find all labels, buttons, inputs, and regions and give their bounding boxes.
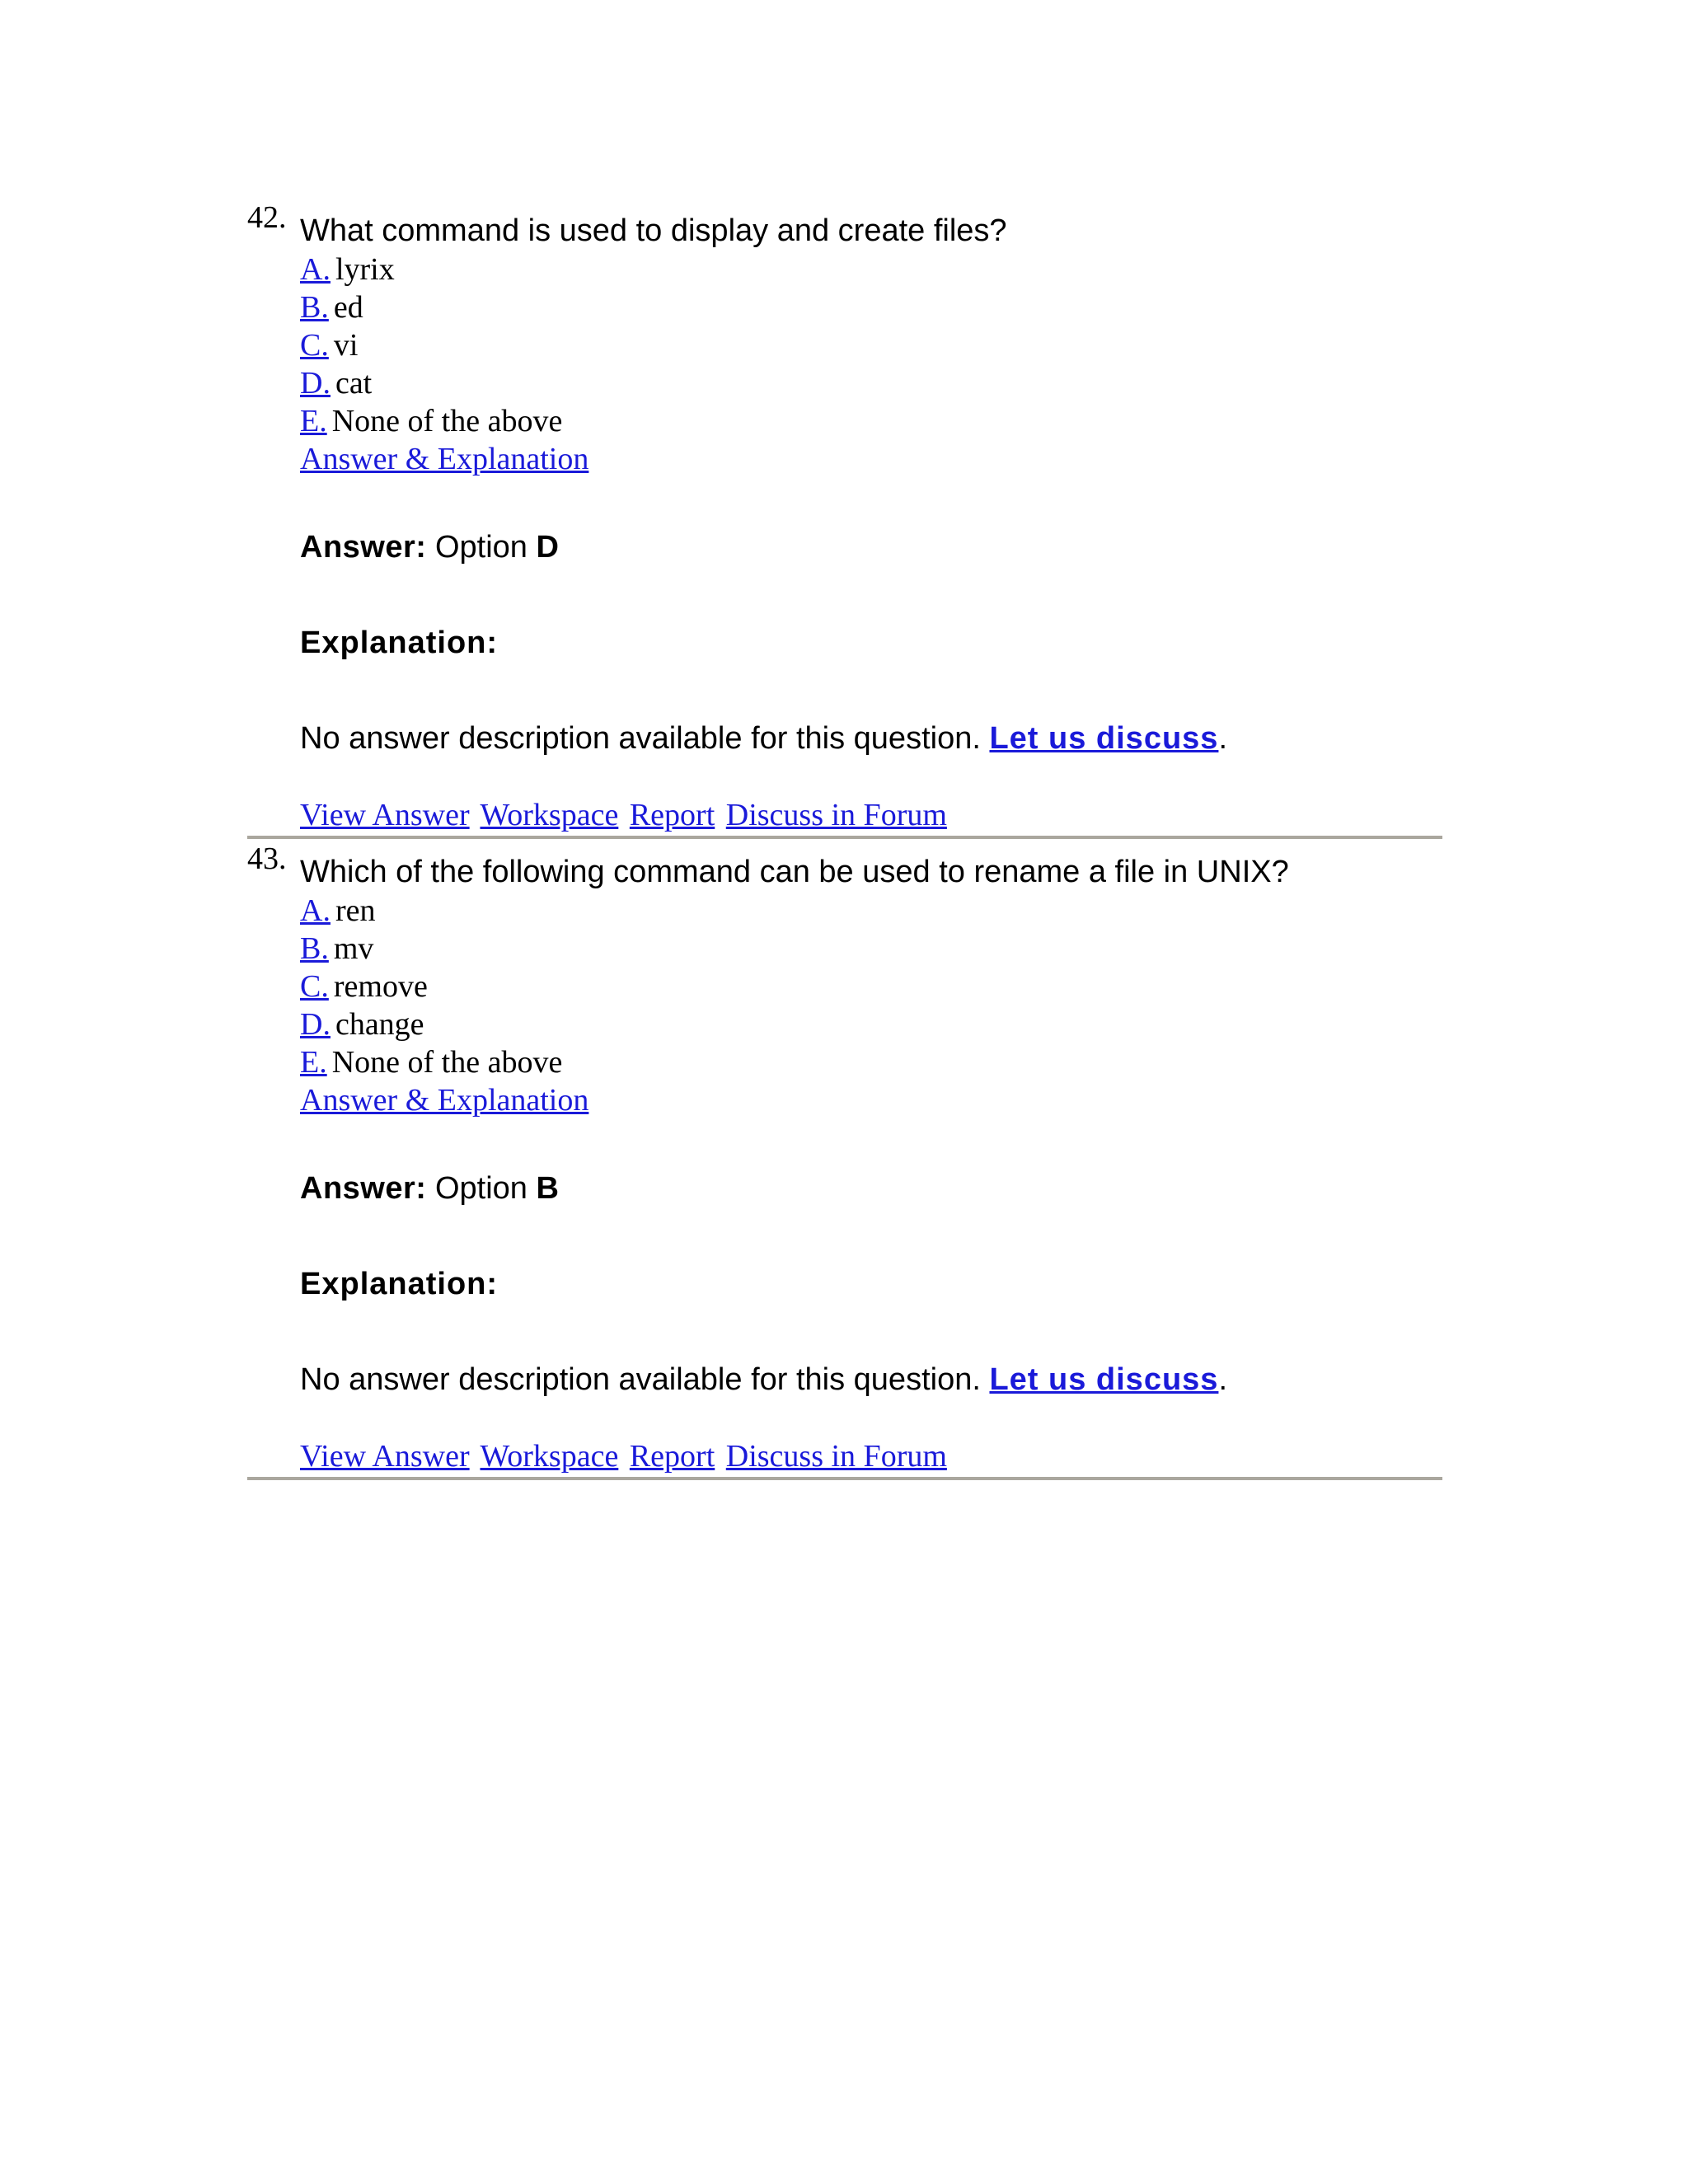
explanation-text: No answer description available for this question. (300, 1362, 981, 1397)
answer-label: Answer: (300, 1171, 427, 1206)
answer-block (300, 527, 1442, 567)
answer-label: Answer: (300, 530, 427, 565)
explanation-label: Explanation: (300, 626, 499, 660)
option-d-link[interactable]: D. (300, 1007, 331, 1042)
question-42 (247, 198, 1442, 839)
option-c-link[interactable]: C. (300, 328, 329, 363)
option-c-text: vi (333, 328, 359, 363)
option-b-link[interactable]: B. (300, 290, 329, 325)
explanation-suffix: . (1218, 721, 1227, 756)
answer-prefix: Option (434, 1171, 528, 1206)
option-e-link[interactable]: E. (300, 404, 327, 438)
explanation-label: Explanation: (300, 1267, 499, 1301)
report-link[interactable]: Report (629, 798, 715, 832)
report-link[interactable]: Report (629, 1439, 715, 1474)
option-e-text: None of the above (331, 1045, 563, 1080)
options-list (300, 892, 1442, 1081)
question-number: 43. (247, 841, 287, 876)
discuss-in-forum-link[interactable]: Discuss in Forum (725, 798, 947, 832)
option-e (300, 1043, 1442, 1081)
option-c-link[interactable]: C. (300, 969, 329, 1004)
question-43 (247, 839, 1442, 1480)
explanation-text: No answer description available for this question. (300, 721, 981, 756)
option-d-text: cat (335, 366, 373, 401)
answer-explanation-link[interactable]: Answer & Explanation (300, 442, 589, 476)
option-b-text: ed (333, 290, 363, 325)
answer-explanation-link[interactable]: Answer & Explanation (300, 1083, 589, 1118)
answer-block (300, 1169, 1442, 1208)
let-us-discuss-link[interactable]: Let us discuss (989, 1362, 1219, 1397)
option-d-link[interactable]: D. (300, 366, 331, 401)
question-number: 42. (247, 200, 287, 235)
question-text: What command is used to display and create files? (300, 213, 1007, 248)
explanation-text-block (300, 1360, 1442, 1399)
question-footer-links (300, 796, 1442, 834)
option-e-link[interactable]: E. (300, 1045, 327, 1080)
let-us-discuss-link[interactable]: Let us discuss (989, 721, 1219, 756)
option-c (300, 968, 1442, 1005)
option-b-text: mv (333, 931, 374, 966)
workspace-link[interactable]: Workspace (480, 1439, 619, 1474)
option-d-text: change (335, 1007, 424, 1042)
question-text: Which of the following command can be used to rename a file in UNIX? (300, 855, 1289, 889)
option-a-text: lyrix (335, 252, 395, 287)
option-c (300, 326, 1442, 364)
option-d (300, 1005, 1442, 1043)
option-b (300, 930, 1442, 968)
answer-prefix: Option (434, 530, 528, 565)
view-answer-link[interactable]: View Answer (300, 1439, 470, 1474)
discuss-in-forum-link[interactable]: Discuss in Forum (725, 1439, 947, 1474)
option-e-text: None of the above (331, 404, 563, 438)
option-a-link[interactable]: A. (300, 252, 331, 287)
option-e (300, 402, 1442, 440)
question-footer-links (300, 1437, 1442, 1475)
option-b (300, 288, 1442, 326)
view-answer-link[interactable]: View Answer (300, 798, 470, 832)
option-c-text: remove (333, 969, 428, 1004)
option-a (300, 892, 1442, 930)
explanation-text-block (300, 719, 1442, 758)
options-list (300, 251, 1442, 440)
answer-option: B (536, 1171, 559, 1206)
answer-option: D (536, 530, 559, 565)
option-b-link[interactable]: B. (300, 931, 329, 966)
workspace-link[interactable]: Workspace (480, 798, 619, 832)
option-a (300, 251, 1442, 288)
option-a-link[interactable]: A. (300, 893, 331, 928)
option-a-text: ren (335, 893, 376, 928)
quiz-page (247, 198, 1442, 1480)
explanation-suffix: . (1218, 1362, 1227, 1397)
option-d (300, 364, 1442, 402)
